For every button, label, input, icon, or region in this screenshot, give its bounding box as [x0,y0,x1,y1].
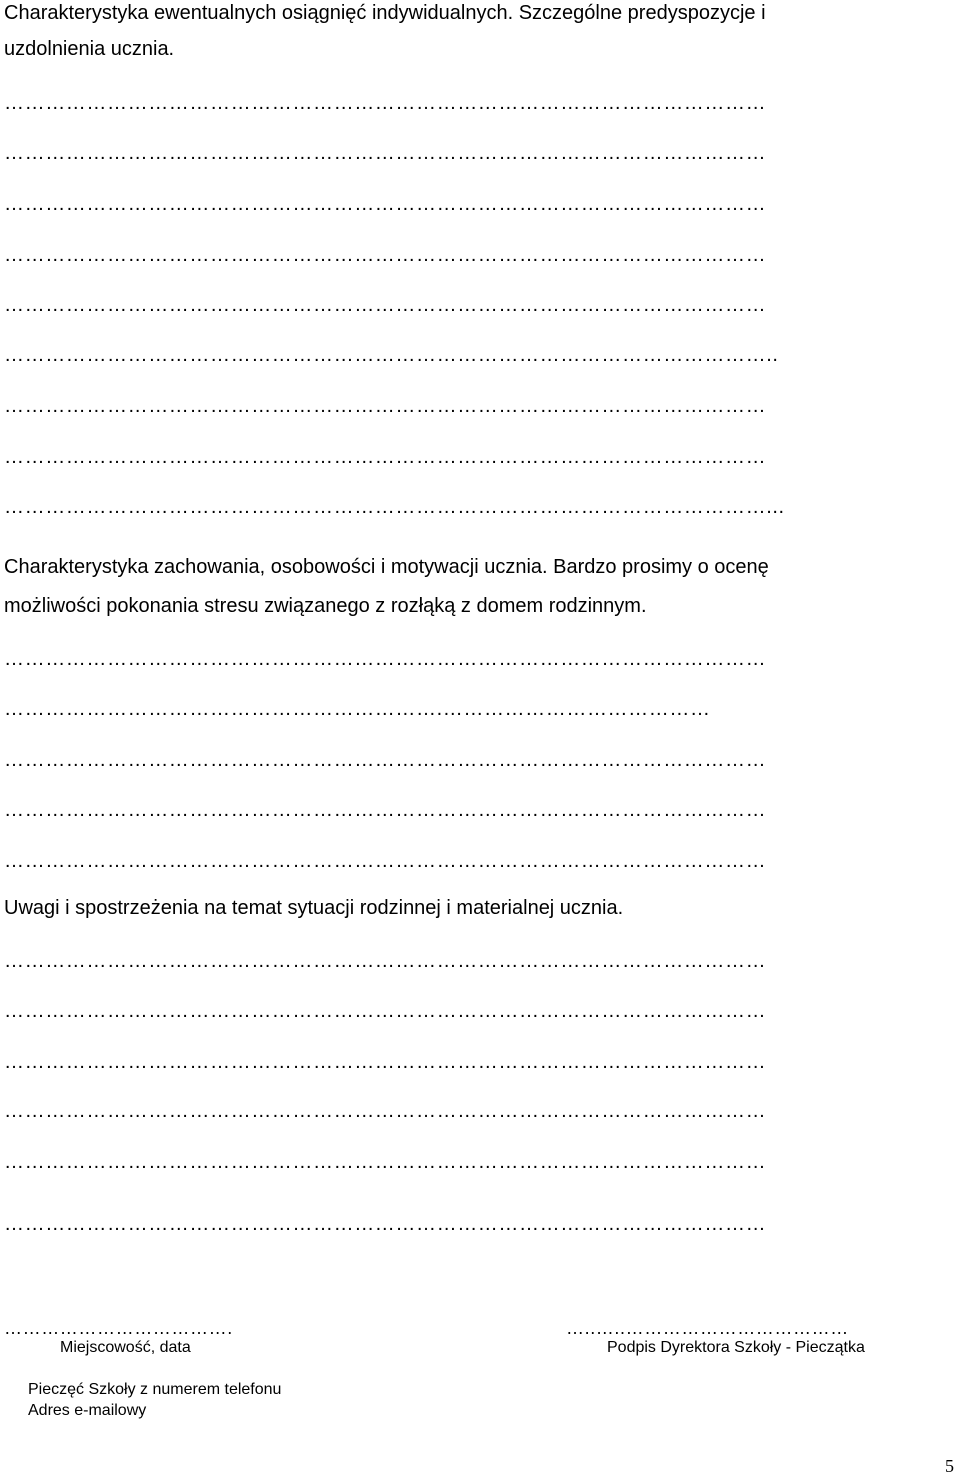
answer-line[interactable]: ………………………………………………………………………………………………… [4,1001,767,1021]
answer-line[interactable]: ………………………………………………………………………………………………… [4,750,767,770]
answer-line[interactable]: ………………………………………………………………………………………………… [4,447,767,467]
section2-heading-line1: Charakterystyka zachowania, osobowości i motywacji ucznia. Bardzo prosimy o ocenę [4,556,769,578]
email-address-label: Adres e-mailowy [28,1402,147,1419]
answer-line[interactable]: ………………………………………………………………………………………………….. [4,345,779,365]
answer-line[interactable]: ………………………………………………………………………………………………… [4,194,767,214]
answer-line[interactable]: …………………………………………………………………………………………………... [4,497,785,517]
answer-line[interactable]: ………………………………………………………………………………………………… [4,1214,767,1234]
page-number: 5 [945,1456,954,1476]
section1-heading-line1: Charakterystyka ewentualnych osiągnięć indywidualnych. Szczególne predyspozycje i [4,2,766,24]
answer-line[interactable]: ………………………………………………………………………………………………… [4,396,767,416]
school-stamp-label: Pieczęć Szkoły z numerem telefonu [28,1381,282,1398]
answer-line[interactable]: ………………………………………………………………………………………………… [4,649,767,669]
section3-heading: Uwagi i spostrzeżenia na temat sytuacji rodzinnej i materialnej ucznia. [4,897,624,919]
place-date-line[interactable]: ………………………………. [4,1318,233,1338]
answer-line[interactable]: ………………………………………………………………………………………………… [4,1152,767,1172]
section2-heading-line2: możliwości pokonania stresu związanego z rozłąką z domem rodzinnym. [4,595,647,617]
director-signature-label: Podpis Dyrektora Szkoły - Pieczątka [607,1339,865,1356]
answer-line[interactable]: ………………………………………………………………………………………………… [4,951,767,971]
answer-line[interactable]: ………………………………………………………………………………………………… [4,295,767,315]
answer-line[interactable]: ………………………………………………………………………………………………… [4,245,767,265]
section1-heading-line2: uzdolnienia ucznia. [4,38,175,60]
director-signature-line[interactable]: …..…..……………………………… [566,1318,849,1338]
answer-line[interactable]: ………………………………………………………………………………………………… [4,143,767,163]
answer-line[interactable]: ………………………………………………………………………………………………… [4,800,767,820]
answer-line[interactable]: ……………………………………………………….………………………………… [4,699,711,719]
answer-line[interactable]: ………………………………………………………………………………………………… [4,851,767,871]
place-date-label: Miejscowość, data [60,1339,191,1356]
answer-line[interactable]: ………………………………………………………………………………………………… [4,93,767,113]
answer-line[interactable]: ………………………………………………………………………………………………… [4,1101,767,1121]
answer-line[interactable]: ………………………………………………………………………………………………… [4,1052,767,1072]
